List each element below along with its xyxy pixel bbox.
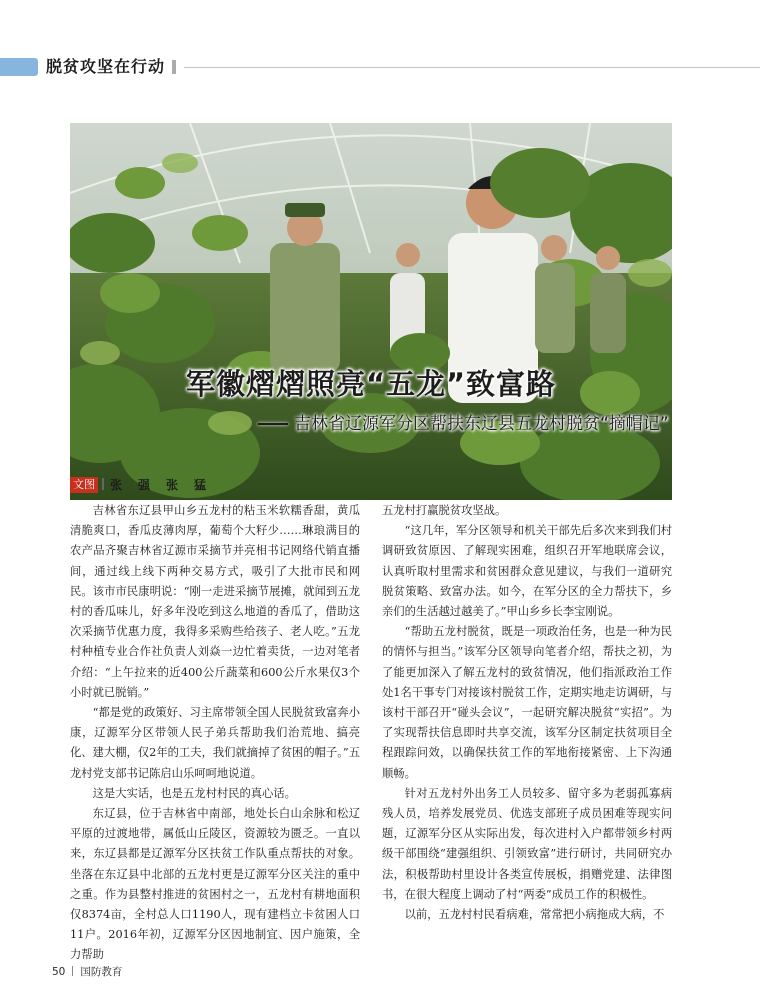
subhead-text: 吉林省辽源军分区帮扶东辽县五龙村脱贫“摘帽记” [294, 414, 669, 434]
byline-separator [102, 478, 104, 490]
section-header [0, 56, 760, 78]
paragraph: 吉林省东辽县甲山乡五龙村的粘玉米软糯香甜，黄瓜清脆爽口，香瓜皮薄肉厚，葡萄个大籽少……琳琅满目的农产品齐聚吉林省辽源市采摘节并亮相书记网络代销直播间，通过线上线下两种交易方式，吸引了大批市民和网民。该市市民康明说：“刚一走进采摘节展摊，就闻到五龙村的香瓜味儿，好多年没吃到这么地道的香瓜了，借助这次采摘节优惠力度，我得多采购些给孩子、老人吃。”五龙村种植专业合作社负责人刘焱一边忙着卖货，一边对笔者介绍：“上午拉来的近400公斤蔬菜和600公斤水果仅3个小时就已脱销。” [70, 504, 360, 699]
article-headline: 军徽熠熠照亮“五龙”致富路 [185, 367, 557, 401]
paragraph: 五龙村打赢脱贫攻坚战。 [382, 504, 507, 517]
byline-tag: 文图 [70, 477, 98, 493]
paragraph: 针对五龙村外出务工人员较多、留守多为老弱孤寡病残人员，培养发展党员、优选支部班子成员困难等现实问题，辽源军分区从实际出发，每次进村入户都带领乡村两级干部围绕“建强组织、引领致富”进行研讨，共同研究办法，积极帮助村里设计各类宣传展板，捐赠党建、法律图书，在很大程度上调动了村“两委”成员工作的积极性。 [382, 786, 672, 901]
article-subheadline [258, 412, 698, 436]
body-column-right [382, 501, 672, 925]
greenhouse-photo [70, 123, 672, 500]
section-separator [172, 60, 176, 74]
paragraph: “帮助五龙村脱贫，既是一项政治任务，也是一种为民的情怀与担当。”该军分区领导向笔者介绍，帮扶之初，为了能更加深入了解五龙村的致贫情况，他们指派政治工作处1名干事专门对接该村脱贫工作，定期实地走访调研，与该村干部召开“碰头会议”，一起研究解决脱贫“实招”。为了实现帮扶信息即时共享交流，该军分区制定扶贫项目全程跟踪问效，以确保扶贫工作的军地衔接紧密、上下沟通顺畅。 [382, 625, 672, 780]
section-title: 脱贫攻坚在行动 [46, 57, 166, 76]
paragraph: 以前，五龙村村民看病难，常常把小病拖成大病，不 [404, 908, 665, 922]
footer-separator [72, 966, 73, 976]
paragraph: 这是大实话，也是五龙村村民的真心话。 [92, 786, 296, 800]
section-rule [184, 67, 760, 68]
subhead-dash [258, 423, 288, 425]
page-footer [52, 964, 122, 980]
byline [70, 476, 208, 494]
paragraph: 东辽县，位于吉林省中南部，地处长白山余脉和松辽平原的过渡地带，属低山丘陵区，资源较为匮乏。一直以来，东辽县都是辽源军分区扶贫工作队重点帮扶的对象。坐落在东辽县中北部的五龙村更是辽源军分区关注的重中之重。作为县整村推进的贫困村之一，五龙村有耕地面积仅8374亩，全村总人口1190人，现有建档立卡贫困人口11户。2016年初，辽源军分区因地制宜、因户施策，全力帮助 [70, 807, 360, 962]
paragraph: “都是党的政策好、习主席带领全国人民脱贫致富奔小康，辽源军分区带领人民子弟兵帮助我们治荒地、搞亮化、建大棚，仅2年的工夫，我们就摘掉了贫困的帽子。”五龙村党支部书记陈启山乐呵呵地说道。 [70, 706, 360, 780]
page-number: 50 [52, 966, 66, 978]
paragraph: “这几年，军分区领导和机关干部先后多次来到我们村调研致贫原因、了解现实困难，组织召开军地联席会议，认真听取村里需求和贫困群众意见建议，与我们一道研究脱贫策略、致富办法。如今，在军分区的全力帮扶下，乡亲们的生活越过越美了。”甲山乡乡长李宝刚说。 [382, 524, 672, 619]
magazine-name: 国防教育 [80, 966, 123, 978]
section-color-tab [0, 58, 38, 76]
body-column-left [70, 501, 360, 966]
byline-authors: 张 强 张 猛 [110, 478, 209, 492]
